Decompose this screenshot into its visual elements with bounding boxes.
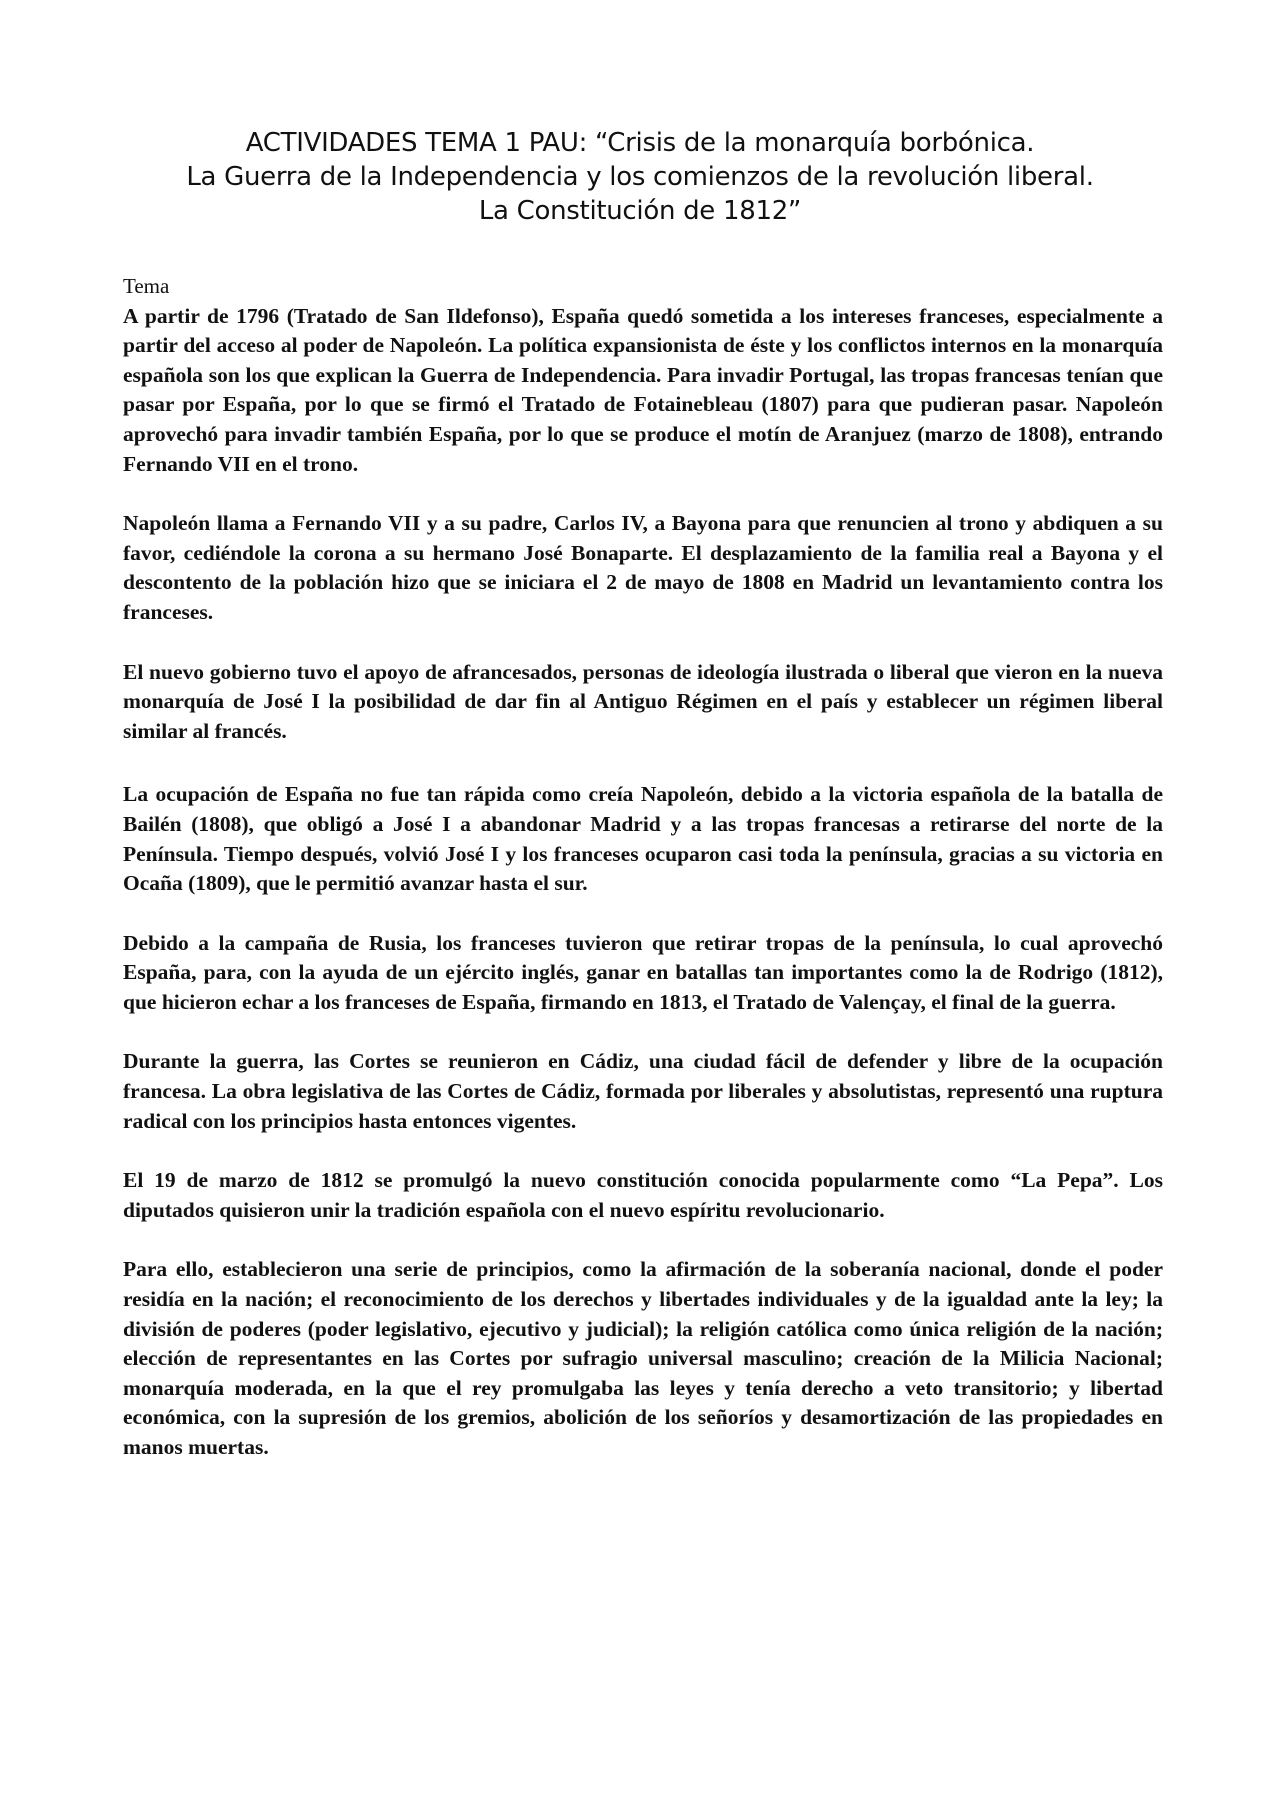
title-line-1: ACTIVIDADES TEMA 1 PAU: “Crisis de la monarquía borbónica. (245, 128, 1035, 158)
paragraph-2: Napoleón llama a Fernando VII y a su padre, Carlos IV, a Bayona para que renuncien al trono y abdiquen a su favor, cediéndole la corona a su hermano José Bonaparte. El desplazamiento de la familia real a Bayona y el descontento de la población hizo que se iniciara el 2 de mayo de 1808 en Madrid un levantamiento contra los franceses. (123, 511, 1163, 624)
paragraph-5: Debido a la campaña de Rusia, los franceses tuvieron que retirar tropas de la península, lo cual aprovechó España, para, con la ayuda de un ejército inglés, ganar en batallas tan importantes como la de Rodrigo (1812), que hicieron echar a los franceses de España, firmando en 1813, el Tratado de Valençay, el final de la guerra. (123, 930, 1163, 1014)
title-line-3: La Constitución de 1812” (478, 196, 802, 226)
paragraph-3: El nuevo gobierno tuvo el apoyo de afrancesados, personas de ideología ilustrada o liberal que vieron en la nueva monarquía de José I la posibilidad de dar fin al Antiguo Régimen en el país y establecer un régimen liberal similar al francés. (123, 659, 1163, 743)
document-title (0, 126, 1280, 228)
document-body (123, 272, 1163, 1463)
paragraph-8: Para ello, establecieron una serie de principios, como la afirmación de la soberanía nacional, donde el poder residía en la nación; el reconocimiento de los derechos y libertades individuales y de la igualdad ante la ley; la división de poderes (poder legislativo, ejecutivo y judicial); la religión católica como única religión de la nación; elección de representantes en las Cortes por sufragio universal masculino; creación de la Milicia Nacional; monarquía moderada, en la que el rey promulgaba las leyes y tenía derecho a veto transitorio; y libertad económica, con la supresión de los gremios, abolición de los señoríos y desamortización de las propiedades en manos muertas. (123, 1257, 1163, 1459)
paragraph-6: Durante la guerra, las Cortes se reunieron en Cádiz, una ciudad fácil de defender y libre de la ocupación francesa. La obra legislativa de las Cortes de Cádiz, formada por liberales y absolutistas, representó una ruptura radical con los principios hasta entonces vigentes. (123, 1049, 1163, 1133)
paragraph-7: El 19 de marzo de 1812 se promulgó la nuevo constitución conocida popularmente como “La Pepa”. Los diputados quisieron unir la tradición española con el nuevo espíritu revolucionario. (123, 1168, 1163, 1222)
title-line-2: La Guerra de la Independencia y los comienzos de la revolución liberal. (186, 162, 1094, 192)
paragraph-4: La ocupación de España no fue tan rápida como creía Napoleón, debido a la victoria española de la batalla de Bailén (1808), que obligó a José I a abandonar Madrid y a las tropas francesas a retirarse del norte de la Península. Tiempo después, volvió José I y los franceses ocuparon casi toda la península, gracias a su victoria en Ocaña (1809), que le permitió avanzar hasta el sur. (123, 782, 1163, 896)
paragraph-1: A partir de 1796 (Tratado de San Ildefonso), España quedó sometida a los intereses franceses, especialmente a partir del acceso al poder de Napoleón. La política expansionista de éste y los conflictos internos en la monarquía española son los que explican la Guerra de Independencia. Para invadir Portugal, las tropas francesas tenían que pasar por España, por lo que se firmó el Tratado de Fotainebleau (1807) para que pudieran pasar. Napoleón aprovechó para invadir también España, por lo que se produce el motín de Aranjuez (marzo de 1808), entrando Fernando VII en el trono. (123, 303, 1163, 476)
section-label: Tema (123, 274, 170, 298)
